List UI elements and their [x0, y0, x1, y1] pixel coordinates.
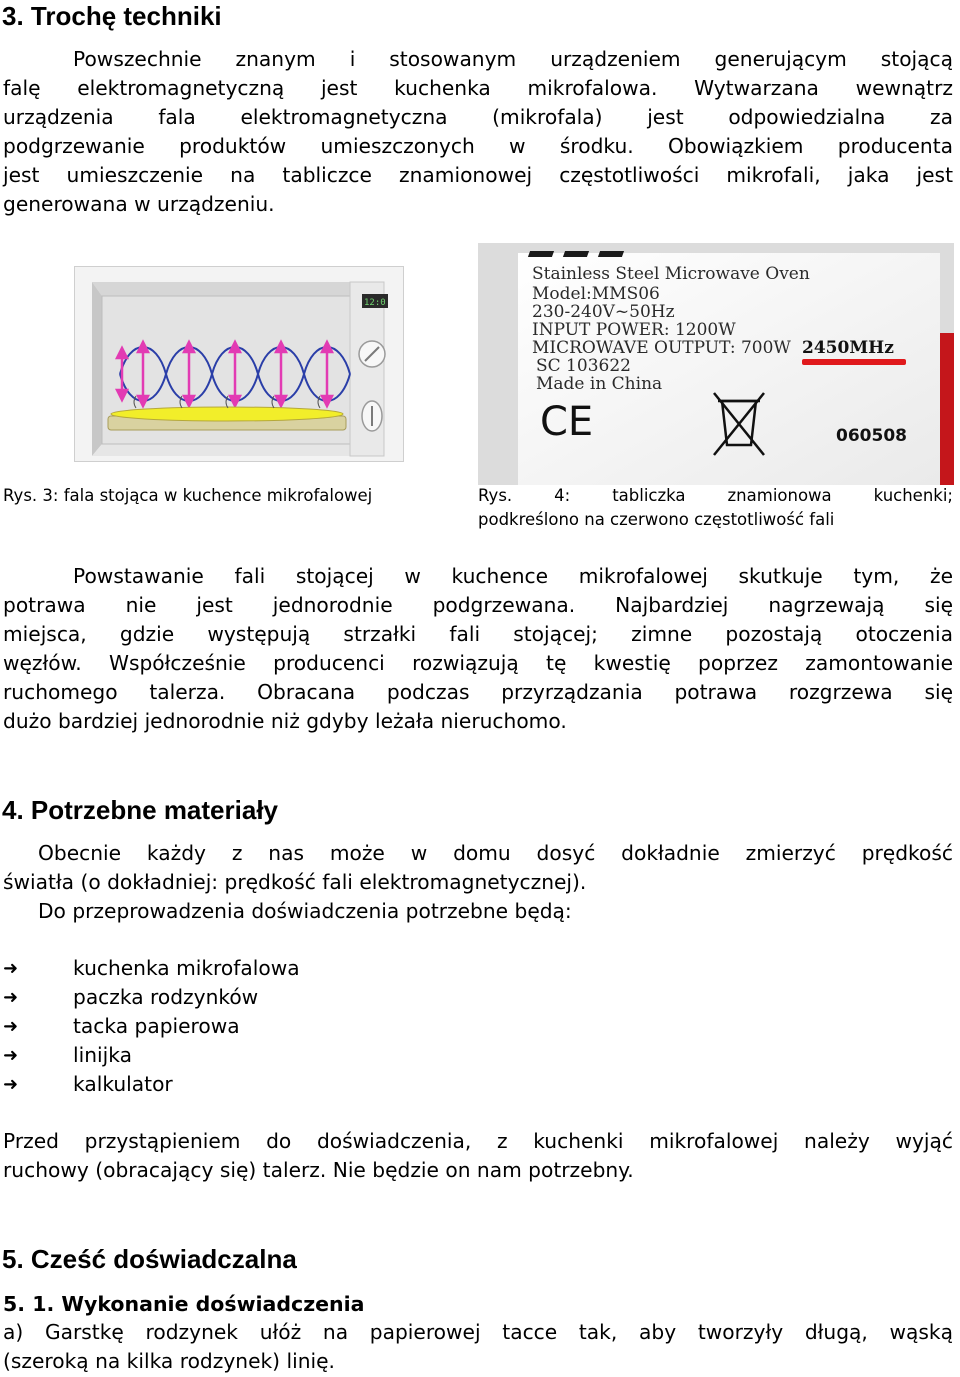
- text-line: a) Garstkę rodzynek ułóż na papierowej tacce tak, aby tworzyły długą, wąską: [3, 1320, 953, 1344]
- section-3-heading: 3. Trochę techniki: [2, 1, 222, 31]
- text-line: węzłów. Współcześnie producenci rozwiązują tę kwestię poprzez zamontowanie: [3, 651, 953, 675]
- plate-line-7: Made in China: [536, 374, 663, 394]
- text-line: dużo bardziej jednorodnie niż gdyby leżała nieruchomo.: [3, 709, 567, 733]
- arrow-right-icon: ➜: [3, 1074, 19, 1095]
- plate-frequency: 2450MHz: [802, 338, 894, 358]
- section-4-paragraph-1: [3, 839, 953, 926]
- plate-line-2: Model:MMS06: [532, 284, 660, 304]
- arrow-right-icon: ➜: [3, 987, 19, 1008]
- materials-list: [3, 954, 300, 1099]
- text-line: Obecnie każdy z nas może w domu dosyć dokładnie zmierzyć prędkość: [38, 841, 953, 865]
- text-line: (szeroką na kilka rodzynek) linię.: [3, 1349, 335, 1373]
- text-line: światła (o dokładniej: prędkość fali elektromagnetycznej).: [3, 870, 587, 894]
- caption-line: podkreślono na czerwono częstotliwość fali: [478, 510, 835, 529]
- section-3-paragraph-1: [3, 45, 953, 219]
- list-item-label: tacka papierowa: [73, 1014, 240, 1038]
- section-5-heading: 5. Cześć doświadczalna: [2, 1244, 297, 1274]
- section-5-1-subheading: 5. 1. Wykonanie doświadczenia: [3, 1292, 365, 1316]
- section-4-heading: 4. Potrzebne materiały: [2, 795, 278, 825]
- microwave-standing-wave-figure: [74, 266, 404, 462]
- text-line: miejsca, gdzie występują strzałki fali stojącej; zimne pozostają otoczenia: [3, 622, 953, 646]
- text-line: generowana w urządzeniu.: [3, 192, 275, 216]
- list-item: [3, 1041, 300, 1070]
- caption-line: Rys. 4: tabliczka znamionowa kuchenki;: [478, 486, 953, 505]
- list-item-label: linijka: [73, 1043, 132, 1067]
- list-item-label: paczka rodzynków: [73, 985, 259, 1009]
- section-4-paragraph-3: [3, 1127, 953, 1185]
- list-item: [3, 954, 300, 983]
- text-line: Powstawanie fali stojącej w kuchence mikrofalowej skutkuje tym, że: [73, 564, 953, 588]
- plate-line-6: SC 103622: [536, 356, 631, 376]
- arrow-right-icon: ➜: [3, 958, 19, 979]
- section-3-paragraph-2: [3, 562, 953, 736]
- ce-mark: CE: [540, 399, 594, 445]
- text-line: Powszechnie znanym i stosowanym urządzeniem generującym stojącą: [73, 47, 953, 71]
- plate-line-1: Stainless Steel Microwave Oven: [532, 264, 810, 284]
- text-line: ruchomego talerza. Obracana podczas przyrządzania potrawa rozgrzewa się: [3, 680, 953, 704]
- plate-line-3: 230-240V~50Hz: [532, 302, 675, 322]
- frequency-underline: [802, 359, 906, 365]
- text-line: Przed przystąpieniem do doświadczenia, z kuchenki mikrofalowej należy wyjąć: [3, 1129, 953, 1153]
- list-item: [3, 983, 300, 1012]
- list-item: [3, 1070, 300, 1099]
- plate-line-5: MICROWAVE OUTPUT: 700W: [532, 338, 791, 358]
- text-line: ruchowy (obracający się) talerz. Nie będzie on nam potrzebny.: [3, 1158, 634, 1182]
- figure-3-caption: Rys. 3: fala stojąca w kuchence mikrofalowej: [3, 486, 373, 505]
- list-item-label: kuchenka mikrofalowa: [73, 956, 300, 980]
- rating-plate-photo: [478, 243, 954, 485]
- text-line: Do przeprowadzenia doświadczenia potrzebne będą:: [38, 899, 572, 923]
- list-item: [3, 1012, 300, 1041]
- text-line: jest umieszczenie na tabliczce znamionowej częstotliwości mikrofali, jaka jest: [3, 163, 953, 187]
- arrow-right-icon: ➜: [3, 1016, 19, 1037]
- text-line: falę elektromagnetyczną jest kuchenka mikrofalowa. Wytwarzana wewnątrz: [3, 76, 953, 100]
- text-line: potrawa nie jest jednorodnie podgrzewana. Najbardziej nagrzewają się: [3, 593, 953, 617]
- arrow-right-icon: ➜: [3, 1045, 19, 1066]
- section-5-paragraph-1: [3, 1318, 953, 1376]
- text-line: urządzenia fala elektromagnetyczna (mikrofala) jest odpowiedzialna za: [3, 105, 953, 129]
- svg-text:12:0: 12:0: [364, 298, 386, 308]
- figure-4-caption: [478, 484, 953, 532]
- text-line: podgrzewanie produktów umieszczonych w środku. Obowiązkiem producenta: [3, 134, 953, 158]
- list-item-label: kalkulator: [73, 1072, 173, 1096]
- plate-code: 060508: [836, 426, 907, 446]
- plate-line-4: INPUT POWER: 1200W: [532, 320, 736, 340]
